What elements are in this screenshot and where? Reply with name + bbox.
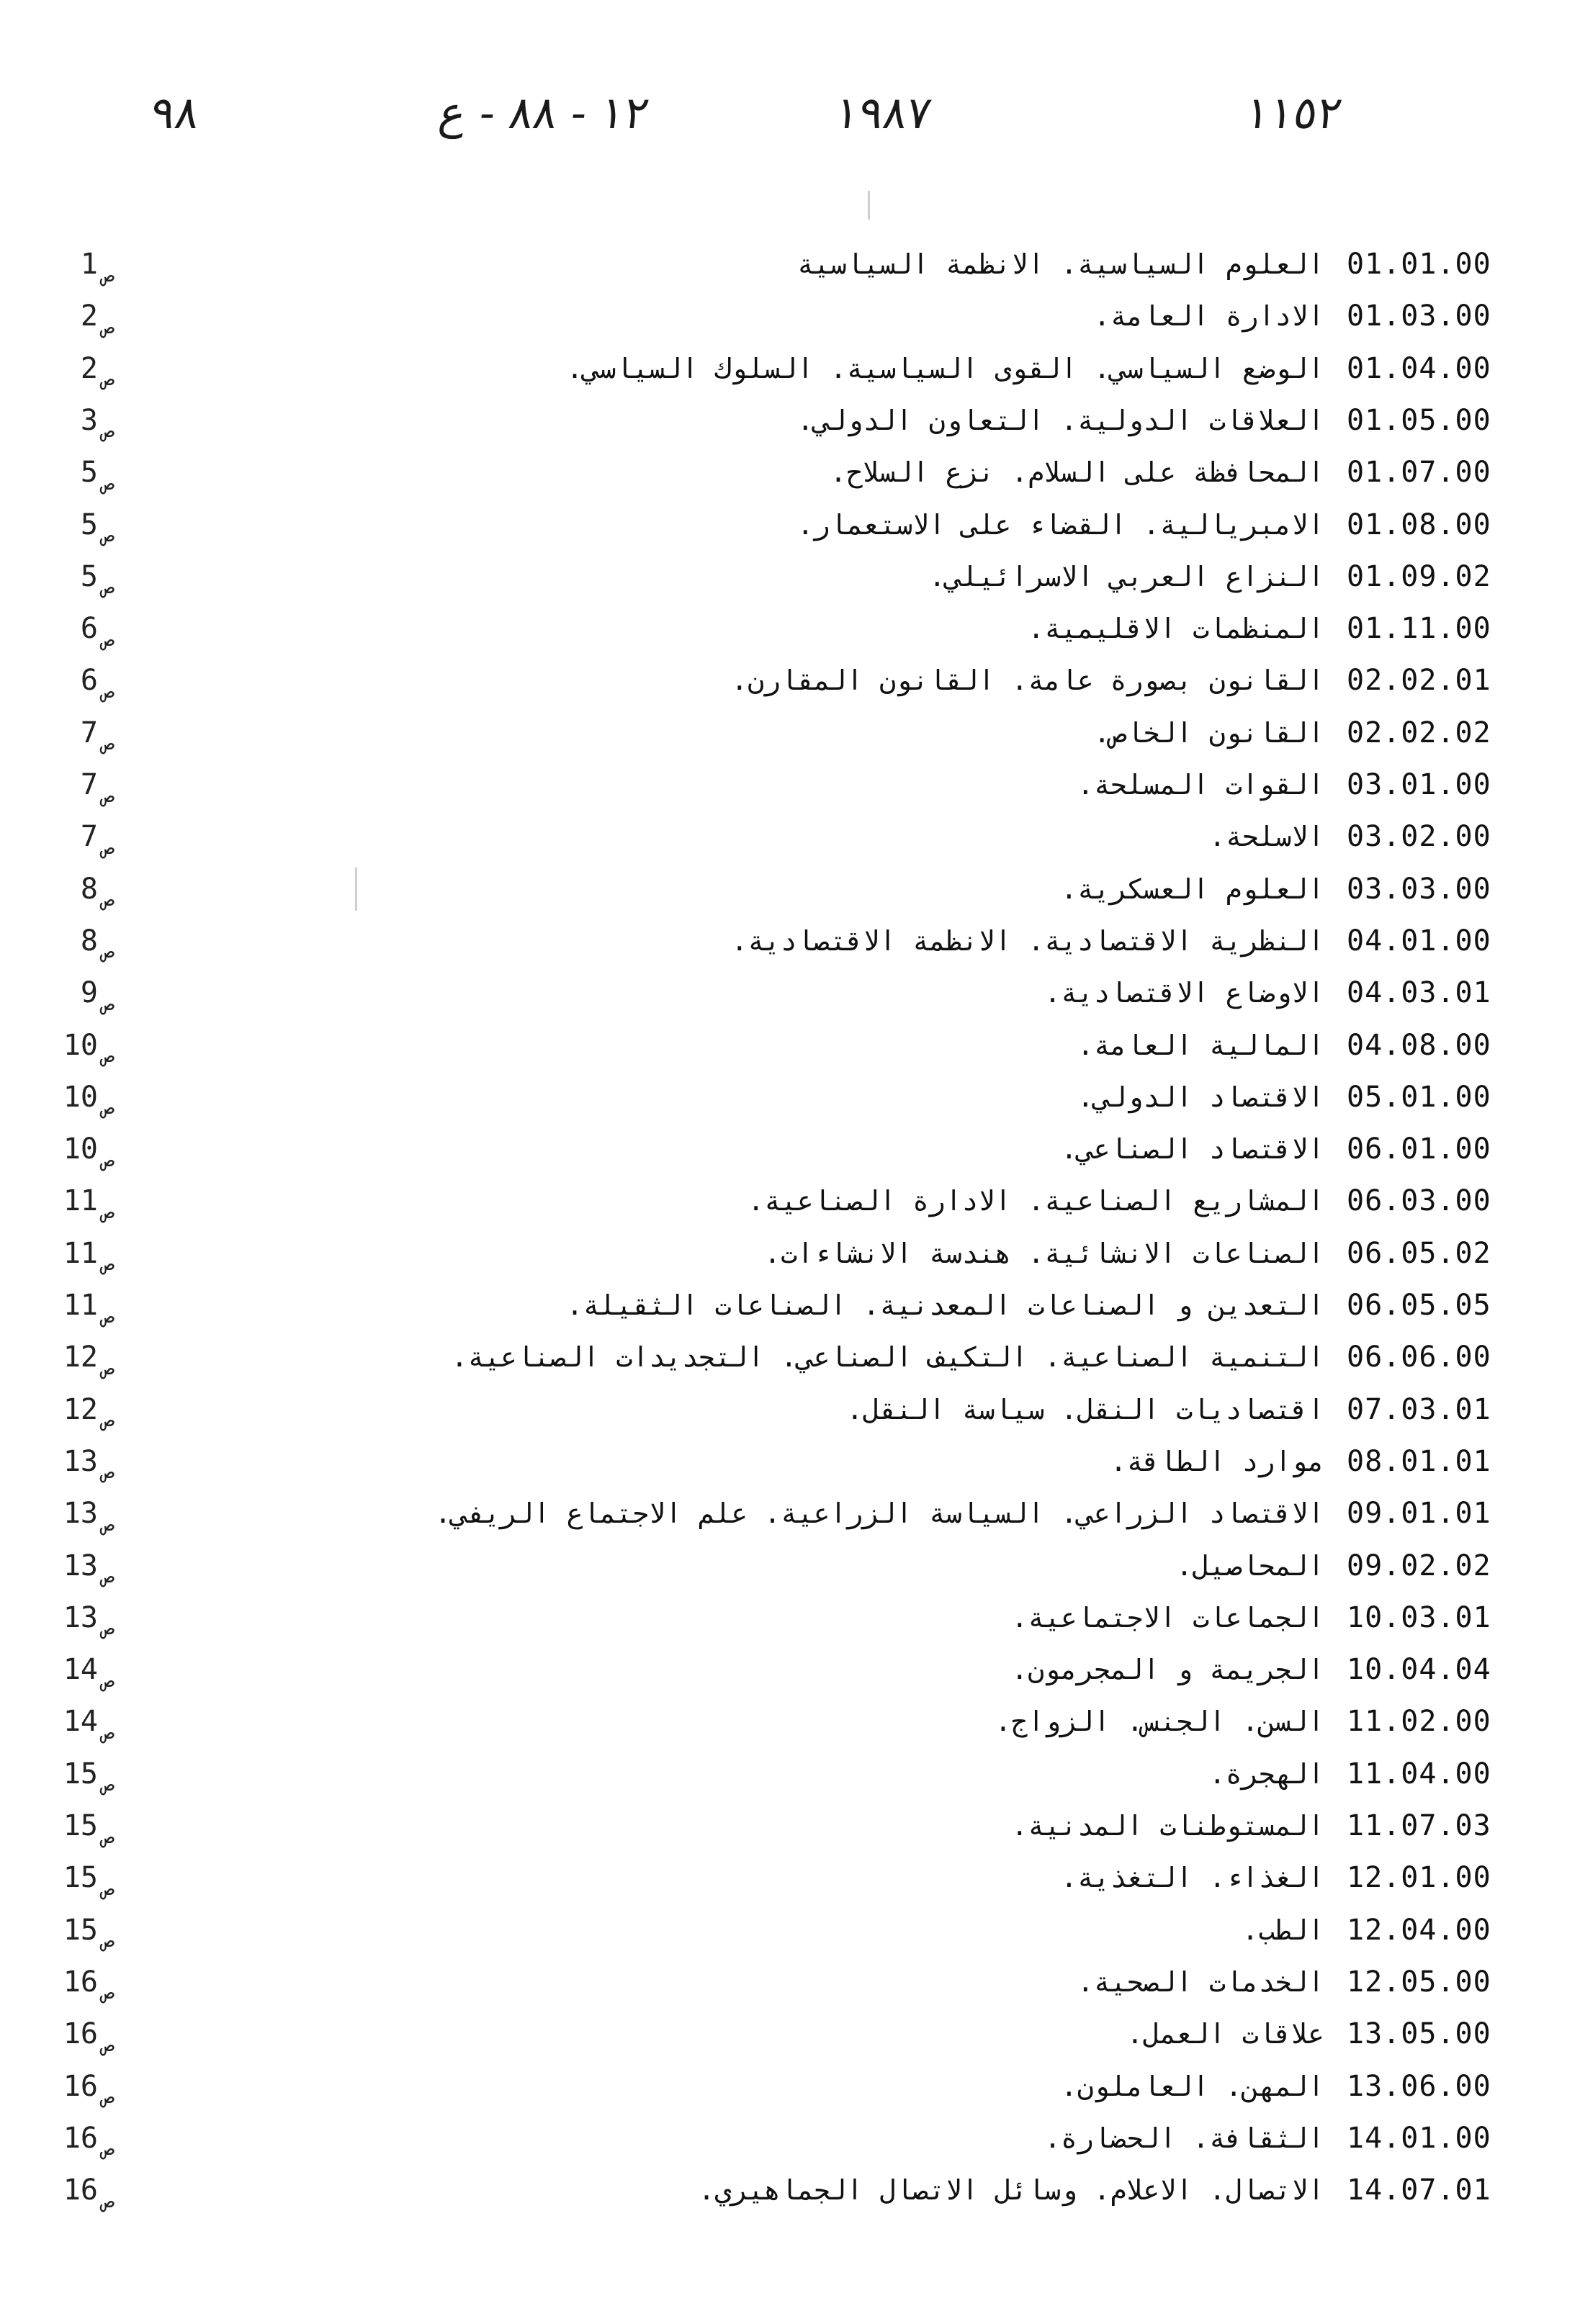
subject-title: المحاصيل.	[1176, 1549, 1324, 1582]
subject-title: الاوضاع الاقتصادية.	[1044, 977, 1324, 1009]
subject-title: العلوم السياسية. الانظمة السياسية	[796, 248, 1324, 280]
page-prefix: ص	[102, 1616, 115, 1640]
page-number: 8	[80, 924, 98, 958]
page-number: 15	[63, 1913, 98, 1947]
toc-row	[0, 446, 1580, 499]
page-number: 7	[80, 820, 98, 854]
page-prefix: ص	[102, 834, 115, 859]
page-number: 2	[80, 351, 98, 385]
toc-row	[0, 1747, 1580, 1801]
page-prefix: ص	[102, 523, 115, 546]
page-ref	[26, 1904, 141, 1957]
subject-title: الطب.	[1242, 1914, 1324, 1946]
classification-code: 13.05.00	[1347, 2017, 1491, 2051]
page-prefix: ص	[102, 2084, 115, 2108]
page-ref	[26, 2163, 141, 2217]
page-number: 12	[63, 1392, 98, 1426]
page-number: 16	[63, 2121, 98, 2155]
toc-row	[0, 1122, 1580, 1176]
page-number: 16	[63, 1965, 98, 1999]
page-ref	[26, 1019, 141, 1072]
subject-title: الوضع السياسي. القوى السياسية. السلوك السياسي.	[566, 352, 1324, 384]
page-ref	[26, 863, 141, 916]
page-ref	[26, 1227, 141, 1280]
toc-row	[0, 1695, 1580, 1748]
page-ref	[26, 238, 141, 291]
subject-title: العلوم العسكرية.	[1060, 873, 1324, 905]
classification-code: 04.01.00	[1347, 924, 1491, 958]
classification-code: 09.01.01	[1347, 1497, 1491, 1531]
toc-row	[0, 1799, 1580, 1852]
page-number: 8	[80, 872, 98, 906]
page-ref	[26, 289, 141, 343]
page-prefix: ص	[102, 783, 115, 807]
classification-code: 10.03.01	[1347, 1600, 1491, 1634]
subject-title: النزاع العربي الاسرائيلي.	[928, 560, 1324, 593]
page-prefix: ص	[102, 1667, 115, 1692]
page-number: 11	[63, 1236, 98, 1270]
toc-row	[0, 810, 1580, 863]
classification-code: 11.04.00	[1347, 1757, 1491, 1791]
toc-row	[0, 1019, 1580, 1072]
classification-code: 12.04.00	[1347, 1913, 1491, 1947]
page-number: 11	[63, 1289, 98, 1322]
page-number: 15	[63, 1757, 98, 1791]
classification-code: 06.05.02	[1347, 1236, 1491, 1270]
page-ref	[26, 1747, 141, 1801]
page-prefix: ص	[102, 1459, 115, 1484]
classification-code: 11.07.03	[1347, 1809, 1491, 1842]
toc-row	[0, 1643, 1580, 1696]
page-prefix: ص	[102, 1772, 115, 1796]
toc-row	[0, 1227, 1580, 1280]
toc-row	[0, 550, 1580, 603]
page-ref	[26, 394, 141, 447]
page-number: 15	[63, 1861, 98, 1895]
classification-code: 13.06.00	[1347, 2069, 1491, 2103]
subject-title: اقتصاديات النقل. سياسة النقل.	[846, 1393, 1324, 1426]
page-number: 10	[63, 1080, 98, 1114]
toc-row	[0, 602, 1580, 655]
page-ref	[26, 1539, 141, 1593]
toc-row	[0, 966, 1580, 1019]
toc-row	[0, 1435, 1580, 1488]
page-number: 16	[63, 2174, 98, 2207]
page-ref	[26, 498, 141, 551]
page-prefix: ص	[102, 1408, 115, 1432]
page-ref	[26, 1435, 141, 1488]
classification-code: 12.01.00	[1347, 1861, 1491, 1895]
classification-code: 07.03.01	[1347, 1392, 1491, 1426]
page-ref	[26, 1383, 141, 1436]
page-number: 14	[63, 1705, 98, 1739]
page-ref	[26, 1591, 141, 1644]
subject-title: الجماعات الاجتماعية.	[1011, 1601, 1324, 1634]
page-ref	[26, 1695, 141, 1748]
page-prefix: ص	[102, 1980, 115, 2004]
toc-row	[0, 289, 1580, 343]
classification-code: 11.02.00	[1347, 1705, 1491, 1739]
page-ref	[26, 1071, 141, 1124]
page-prefix: ص	[102, 1928, 115, 1953]
page-ref	[26, 2060, 141, 2113]
subject-title: الاقتصاد الزراعي. السياسة الزراعية. علم الاجتماع الريفي.	[434, 1497, 1324, 1530]
page-prefix: ص	[102, 2136, 115, 2161]
page-ref	[26, 2007, 141, 2060]
classification-code: 03.02.00	[1347, 820, 1491, 854]
classification-code: 01.05.00	[1347, 403, 1491, 437]
page-prefix: ص	[102, 991, 115, 1015]
classification-code: 01.11.00	[1347, 612, 1491, 646]
toc-row	[0, 498, 1580, 551]
classification-code: 04.03.01	[1347, 976, 1491, 1010]
subject-title: علاقات العمل.	[1126, 2018, 1324, 2050]
subject-title: الاتصال. الاعلام. وسائل الاتصال الجماهيري.	[698, 2174, 1324, 2207]
page-prefix: ص	[102, 1147, 115, 1171]
page-ref	[26, 914, 141, 968]
classification-code: 06.06.00	[1347, 1341, 1491, 1374]
subject-title: الخدمات الصحية.	[1077, 1965, 1324, 1998]
subject-title: الادارة العامة.	[1093, 300, 1324, 333]
toc-row	[0, 1904, 1580, 1957]
toc-row	[0, 758, 1580, 811]
subject-title: السن. الجنس. الزواج.	[995, 1706, 1324, 1738]
page-number: 5	[80, 456, 98, 490]
classification-code: 14.01.00	[1347, 2121, 1491, 2155]
page-prefix: ص	[102, 1355, 115, 1379]
toc-row	[0, 2007, 1580, 2060]
subject-title: الجريمة و المجرمون.	[1011, 1654, 1324, 1686]
subject-title: القانون الخاص.	[1093, 716, 1324, 749]
page-ref	[26, 966, 141, 1019]
toc-row	[0, 394, 1580, 447]
page-number: 13	[63, 1549, 98, 1582]
page-number: 5	[80, 508, 98, 541]
classification-code: 06.01.00	[1347, 1132, 1491, 1166]
page-prefix: ص	[102, 1251, 115, 1276]
page-prefix: ص	[102, 418, 115, 443]
page-prefix: ص	[102, 1824, 115, 1848]
subject-title: الغذاء. التغذية.	[1060, 1862, 1324, 1894]
classification-code: 10.04.04	[1347, 1653, 1491, 1687]
toc-row	[0, 2060, 1580, 2113]
classification-code: 01.07.00	[1347, 456, 1491, 490]
handwritten-mark-left: ٩٨	[147, 86, 203, 139]
toc-row	[0, 1955, 1580, 2009]
subject-title: التعدين و الصناعات المعدنية. الصناعات الثقيلة.	[566, 1289, 1324, 1321]
page-prefix: ص	[102, 366, 115, 391]
subject-title: الاقتصاد الصناعي.	[1060, 1133, 1324, 1166]
classification-code: 01.01.00	[1347, 248, 1491, 281]
page-prefix: ص	[102, 939, 115, 963]
page-prefix: ص	[102, 470, 115, 495]
page-ref	[26, 550, 141, 603]
classification-code: 12.05.00	[1347, 1965, 1491, 1999]
page-number: 15	[63, 1809, 98, 1842]
page-ref	[26, 1330, 141, 1384]
subject-title: موارد الطاقة.	[1110, 1445, 1324, 1477]
toc-row	[0, 1851, 1580, 1904]
classification-code: 08.01.01	[1347, 1444, 1491, 1478]
toc-row	[0, 1330, 1580, 1384]
page-number: 13	[63, 1444, 98, 1478]
page-prefix: ص	[102, 678, 115, 703]
subject-title: المالية العامة.	[1077, 1029, 1324, 1061]
classification-code: 14.07.01	[1347, 2174, 1491, 2207]
classification-code: 01.09.02	[1347, 559, 1491, 593]
page-ref	[26, 602, 141, 655]
page-number: 10	[63, 1028, 98, 1062]
classification-code: 05.01.00	[1347, 1080, 1491, 1114]
page-ref	[26, 1799, 141, 1852]
subject-title: الصناعات الانشائية. هندسة الانشاءات.	[764, 1237, 1324, 1269]
toc-row	[0, 654, 1580, 707]
page-prefix: ص	[102, 626, 115, 651]
page-prefix: ص	[102, 575, 115, 599]
classification-code: 01.08.00	[1347, 508, 1491, 541]
toc-row	[0, 914, 1580, 968]
page-number: 14	[63, 1653, 98, 1687]
page-number: 13	[63, 1497, 98, 1531]
page-ref	[26, 810, 141, 863]
page-ref	[26, 1955, 141, 2009]
page-ref	[26, 446, 141, 499]
page-prefix: ص	[102, 1719, 115, 1744]
page-number: 6	[80, 612, 98, 646]
page-prefix: ص	[102, 1511, 115, 1536]
page-prefix: ص	[102, 731, 115, 755]
classification-code: 02.02.02	[1347, 716, 1491, 749]
subject-title: المهن. العاملون.	[1060, 2070, 1324, 2102]
page-number: 3	[80, 403, 98, 437]
toc-row	[0, 342, 1580, 395]
page-ref	[26, 758, 141, 811]
page-number: 7	[80, 768, 98, 801]
page-number: 16	[63, 2069, 98, 2103]
subject-title: التنمية الصناعية. التكيف الصناعي. التجديدات الصناعية.	[451, 1341, 1324, 1374]
page-ref	[26, 2112, 141, 2165]
handwritten-mark-year: ١٩٨٧	[831, 86, 935, 139]
page-ref	[26, 1279, 141, 1332]
page-ref	[26, 1487, 141, 1540]
toc-row	[0, 1539, 1580, 1593]
page-prefix: ص	[102, 1875, 115, 1900]
subject-title: الاسلحة.	[1208, 821, 1324, 853]
toc-row	[0, 706, 1580, 760]
page-number: 12	[63, 1341, 98, 1374]
toc-row	[0, 1383, 1580, 1436]
page-ref	[26, 1643, 141, 1696]
page-prefix: ص	[102, 314, 115, 338]
classification-code: 06.03.00	[1347, 1184, 1491, 1218]
handwritten-mark-reference: ١٢ - ٨٨ - ع	[435, 86, 653, 139]
subject-title: الامبريالية. القضاء على الاستعمار.	[796, 508, 1324, 541]
subject-title: المنظمات الاقليمية.	[1028, 613, 1324, 645]
handwritten-mark-right: ١١٥٢	[1242, 86, 1346, 139]
classification-code: 03.03.00	[1347, 872, 1491, 906]
classification-code: 09.02.02	[1347, 1549, 1491, 1582]
classification-code: 01.03.00	[1347, 299, 1491, 333]
toc-row	[0, 1487, 1580, 1540]
page-number: 11	[63, 1184, 98, 1218]
page-prefix: ص	[102, 1199, 115, 1223]
subject-title: العلاقات الدولية. التعاون الدولي.	[796, 404, 1324, 436]
subject-title: القانون بصورة عامة. القانون المقارن.	[731, 665, 1324, 697]
subject-title: القوات المسلحة.	[1077, 769, 1324, 801]
subject-title: النظرية الاقتصادية. الانظمة الاقتصادية.	[731, 924, 1324, 957]
page-number: 16	[63, 2017, 98, 2051]
page-prefix: ص	[102, 2032, 115, 2056]
page-prefix: ص	[102, 1564, 115, 1587]
toc-row	[0, 1174, 1580, 1228]
toc-row	[0, 1279, 1580, 1332]
subject-title: الاقتصاد الدولي.	[1077, 1081, 1324, 1113]
page-prefix: ص	[102, 1303, 115, 1328]
page-number: 1	[80, 248, 98, 281]
subject-title: المحافظة على السلام. نزع السلاح.	[830, 456, 1324, 489]
page-ref	[26, 1851, 141, 1904]
page-number: 10	[63, 1132, 98, 1166]
page-prefix: ص	[102, 2188, 115, 2212]
page-prefix: ص	[102, 887, 115, 911]
toc-row	[0, 863, 1580, 916]
toc-row	[0, 2112, 1580, 2165]
page-number: 7	[80, 716, 98, 749]
subject-title: المشاريع الصناعية. الادارة الصناعية.	[748, 1185, 1324, 1217]
page-prefix: ص	[102, 1095, 115, 1120]
page-ref	[26, 1174, 141, 1228]
page-number: 5	[80, 559, 98, 593]
page-ref	[26, 342, 141, 395]
subject-title: الثقافة. الحضارة.	[1044, 2122, 1324, 2154]
page-prefix: ص	[102, 1043, 115, 1067]
toc-row	[0, 1591, 1580, 1644]
page-ref	[26, 1122, 141, 1176]
page-ref	[26, 706, 141, 760]
page-number: 9	[80, 976, 98, 1010]
classification-code: 01.04.00	[1347, 351, 1491, 385]
toc-row	[0, 1071, 1580, 1124]
classification-code: 06.05.05	[1347, 1289, 1491, 1322]
toc-row	[0, 238, 1580, 291]
classification-code: 03.01.00	[1347, 768, 1491, 801]
page-number: 13	[63, 1600, 98, 1634]
page-prefix: ص	[102, 262, 115, 287]
page-number: 6	[80, 664, 98, 698]
page-ref	[26, 654, 141, 707]
classification-code: 04.08.00	[1347, 1028, 1491, 1062]
page-number: 2	[80, 299, 98, 333]
subject-title: الهجرة.	[1208, 1757, 1324, 1790]
subject-title: المستوطنات المدنية.	[1011, 1810, 1324, 1842]
toc-row	[0, 2163, 1580, 2217]
classification-code: 02.02.01	[1347, 664, 1491, 698]
